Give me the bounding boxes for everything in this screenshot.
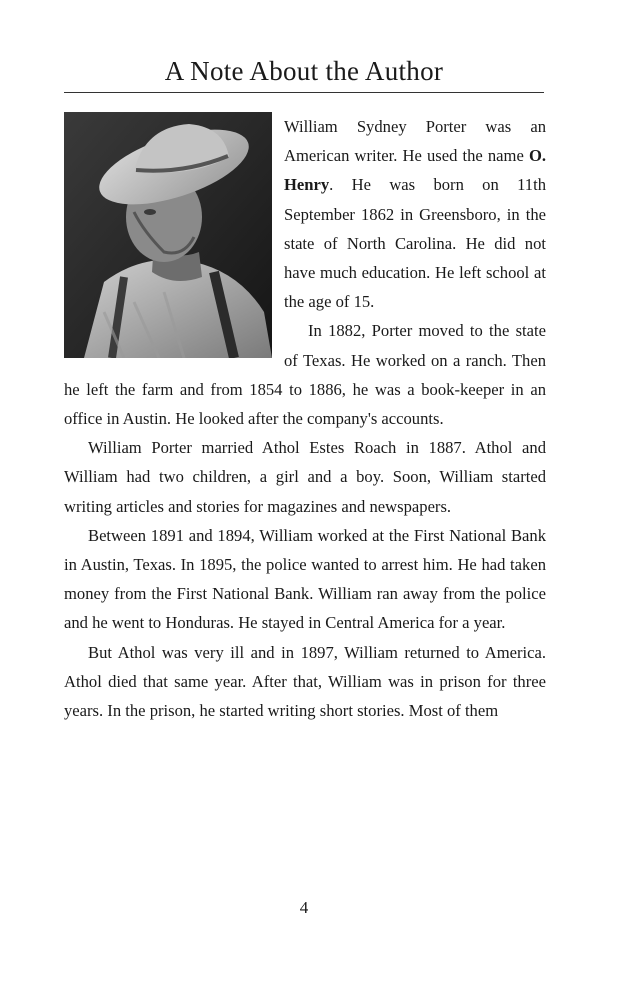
pen-name: O. Henry	[284, 146, 546, 195]
paragraph-3: William Porter married Athol Estes Roach in 1887. Athol and William had two children, a girl and a boy. Soon, William started writing articles and stories for magazines and newspapers.	[64, 438, 546, 516]
paragraph-4: Between 1891 and 1894, William worked at the First National Bank in Austin, Texas. In 1895, the police wanted to arrest him. He had taken money from the First National Bank. William ran away from the police and he went to Honduras. He stayed in Central America for a year.	[64, 525, 546, 633]
page-number: 4	[299, 898, 309, 917]
page-title: A Note About the Author	[164, 56, 444, 86]
article-body	[64, 112, 546, 725]
photo-spacer	[64, 112, 272, 358]
paragraph-1-end: . He was born on 11th September 1862 in Greensboro, in the state of North Carolina. He did not have much education. He left school at the age of 15.	[284, 175, 546, 312]
paragraph-2: In 1882, Porter moved to the state of Texas. He worked on a ranch. Then he left the farm and from 1854 to 1886, he was a book-keeper in an office in Austin. He looked after the company's accounts.	[64, 321, 546, 429]
paragraph-5: But Athol was very ill and in 1897, William returned to America. Athol died that same year. After that, William was in prison for three years. In the prison, he started writing short stories. Most of them	[64, 642, 546, 721]
title-divider	[64, 92, 544, 93]
paragraph-1-start: William Sydney Porter was an American writer. He used the name	[284, 117, 546, 166]
